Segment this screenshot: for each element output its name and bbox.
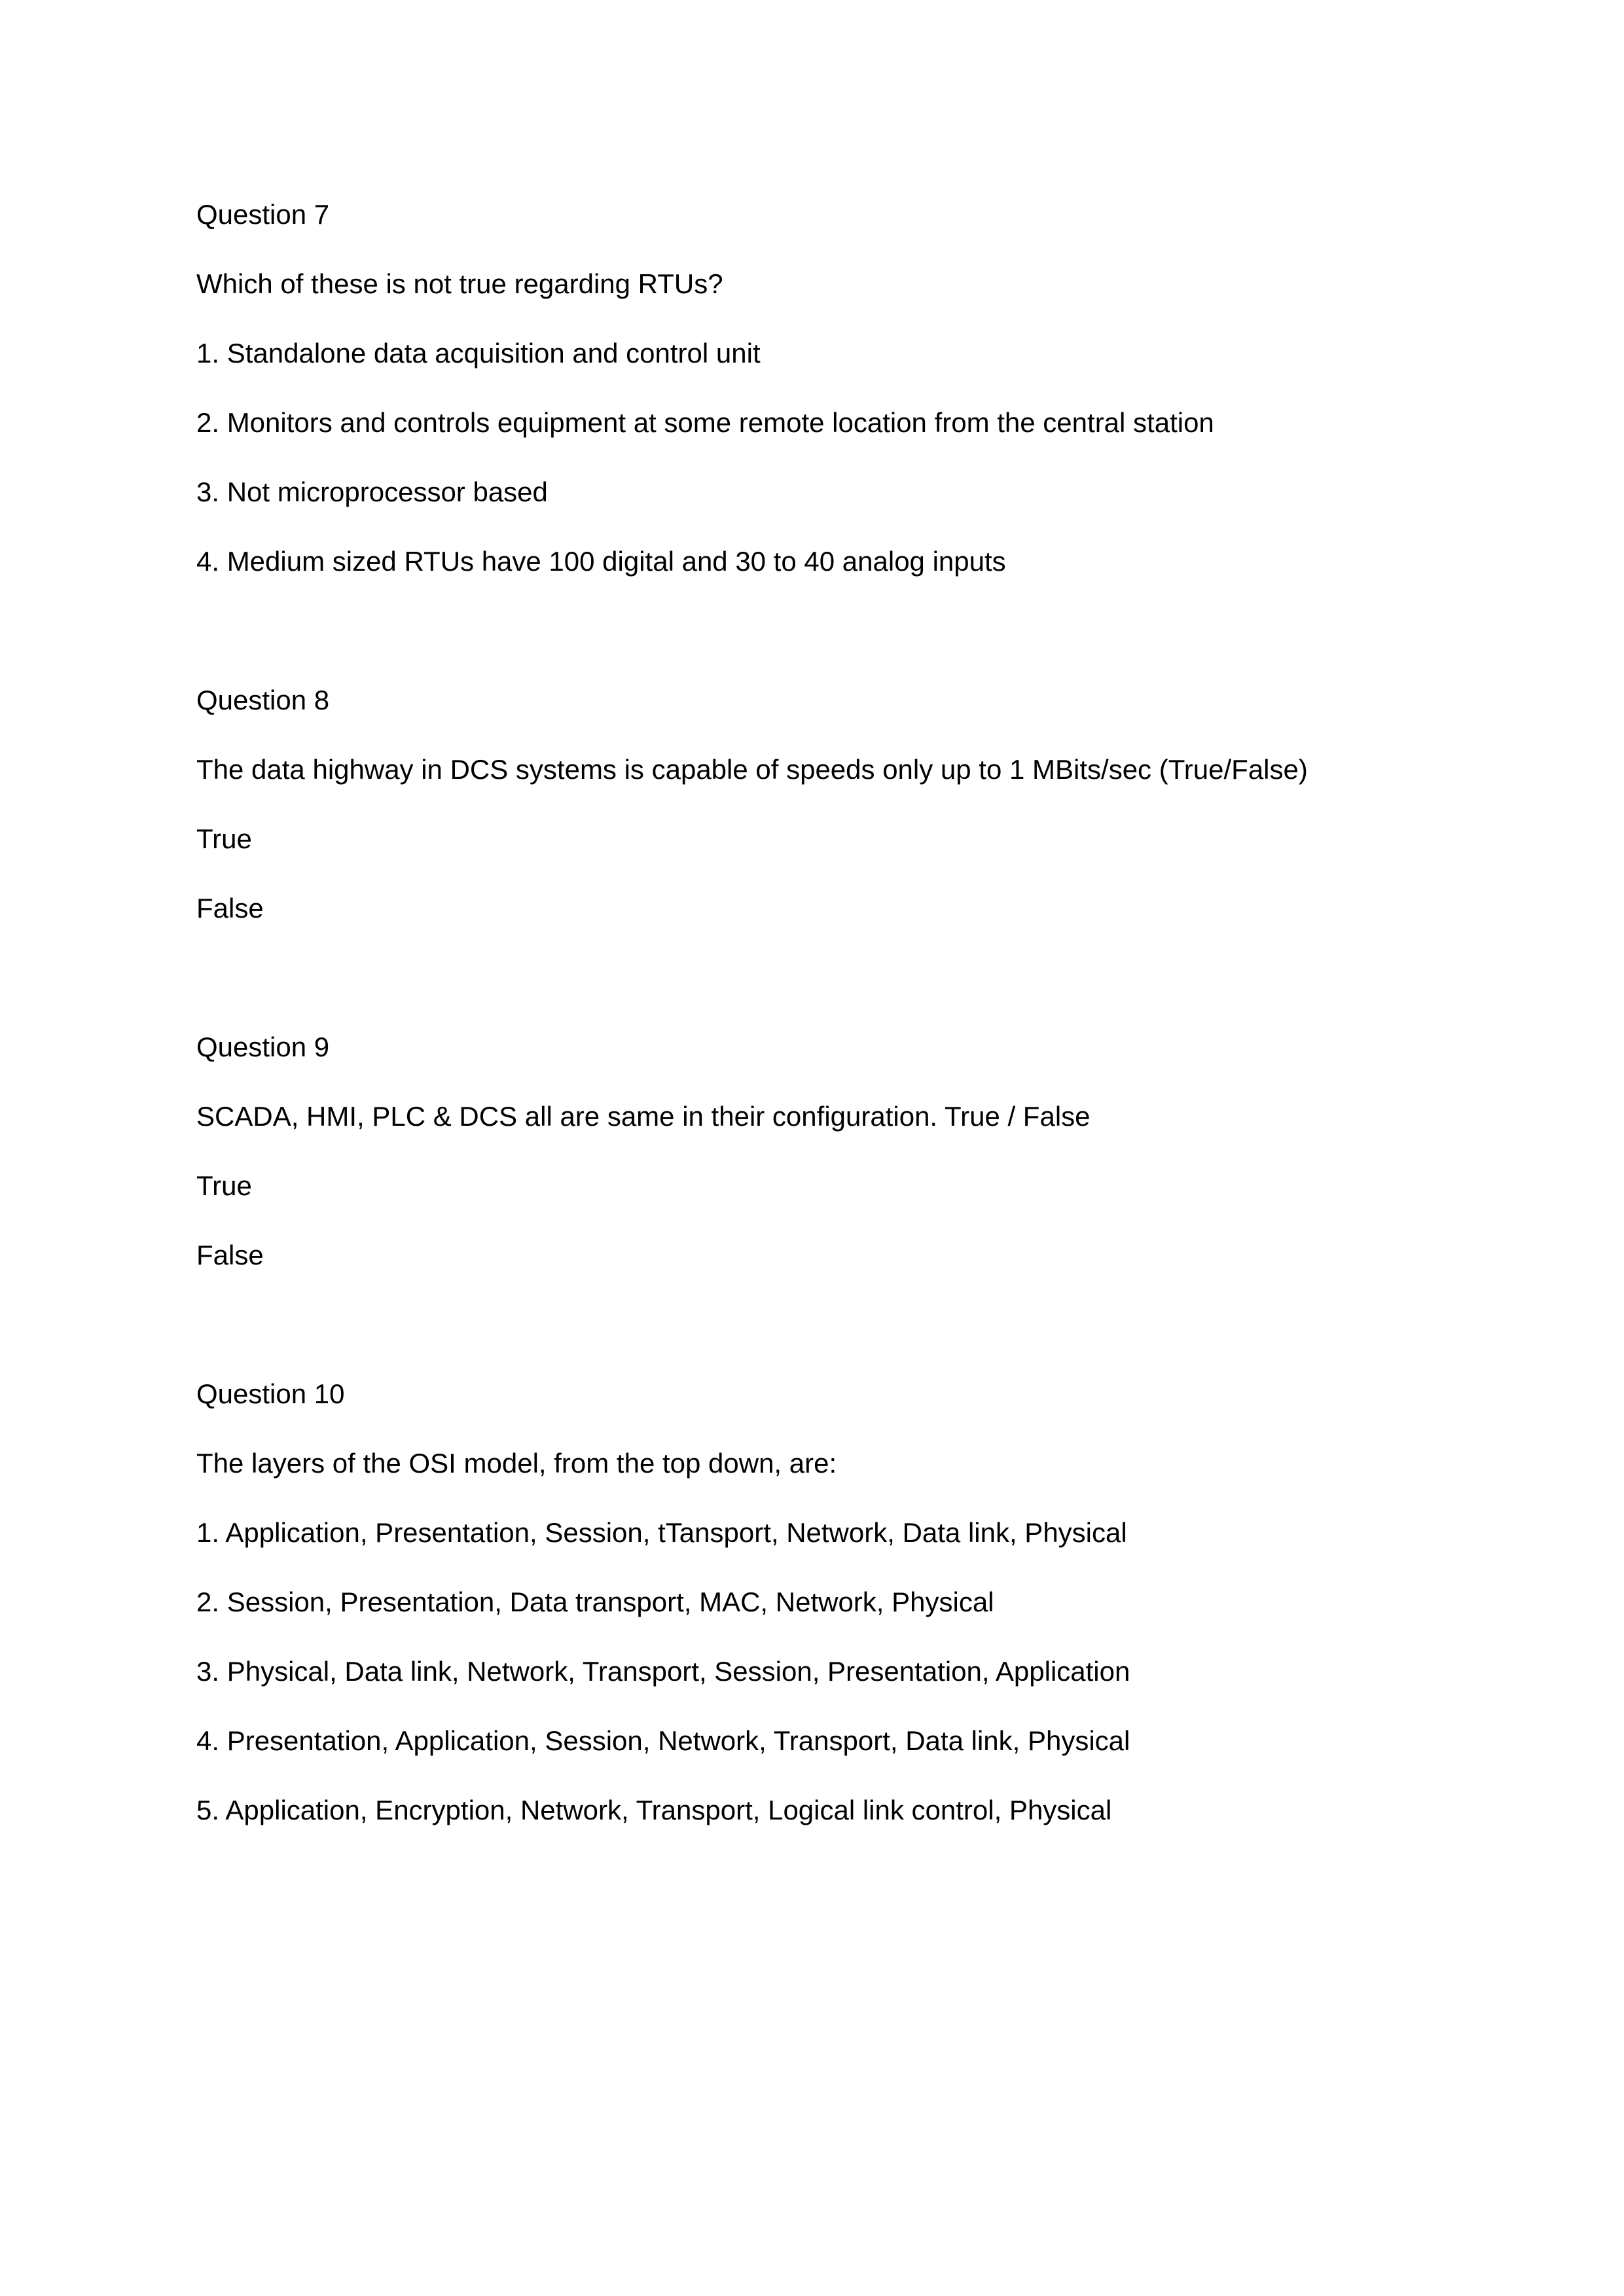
question-7-option-1: 1. Standalone data acquisition and control unit <box>196 338 761 368</box>
question-10-option-4: 4. Presentation, Application, Session, Network, Transport, Data link, Physical <box>196 1725 1130 1756</box>
question-8-option-true: True <box>196 823 252 854</box>
question-10-option-2: 2. Session, Presentation, Data transport, MAC, Network, Physical <box>196 1587 994 1617</box>
question-9-heading: Question 9 <box>196 1031 330 1062</box>
question-8-option-false: False <box>196 893 264 924</box>
question-8-heading: Question 8 <box>196 685 330 715</box>
question-9-option-false: False <box>196 1240 264 1270</box>
question-7-heading: Question 7 <box>196 199 330 230</box>
question-9-option-true: True <box>196 1170 252 1201</box>
question-10-option-5: 5. Application, Encryption, Network, Transport, Logical link control, Physical <box>196 1795 1112 1825</box>
question-7-option-4: 4. Medium sized RTUs have 100 digital and 30 to 40 analog inputs <box>196 546 1006 577</box>
question-9-prompt: SCADA, HMI, PLC & DCS all are same in their configuration. True / False <box>196 1101 1091 1132</box>
question-10-option-1: 1. Application, Presentation, Session, tTansport, Network, Data link, Physical <box>196 1517 1127 1548</box>
question-8-prompt: The data highway in DCS systems is capable of speeds only up to 1 MBits/sec (True/False) <box>196 754 1308 785</box>
question-10-prompt: The layers of the OSI model, from the top down, are: <box>196 1448 837 1479</box>
question-10-option-3: 3. Physical, Data link, Network, Transport, Session, Presentation, Application <box>196 1656 1130 1687</box>
question-7-prompt: Which of these is not true regarding RTUs? <box>196 268 723 299</box>
question-10-heading: Question 10 <box>196 1378 345 1409</box>
question-7-option-2: 2. Monitors and controls equipment at some remote location from the central station <box>196 407 1214 438</box>
question-7-option-3: 3. Not microprocessor based <box>196 476 548 507</box>
